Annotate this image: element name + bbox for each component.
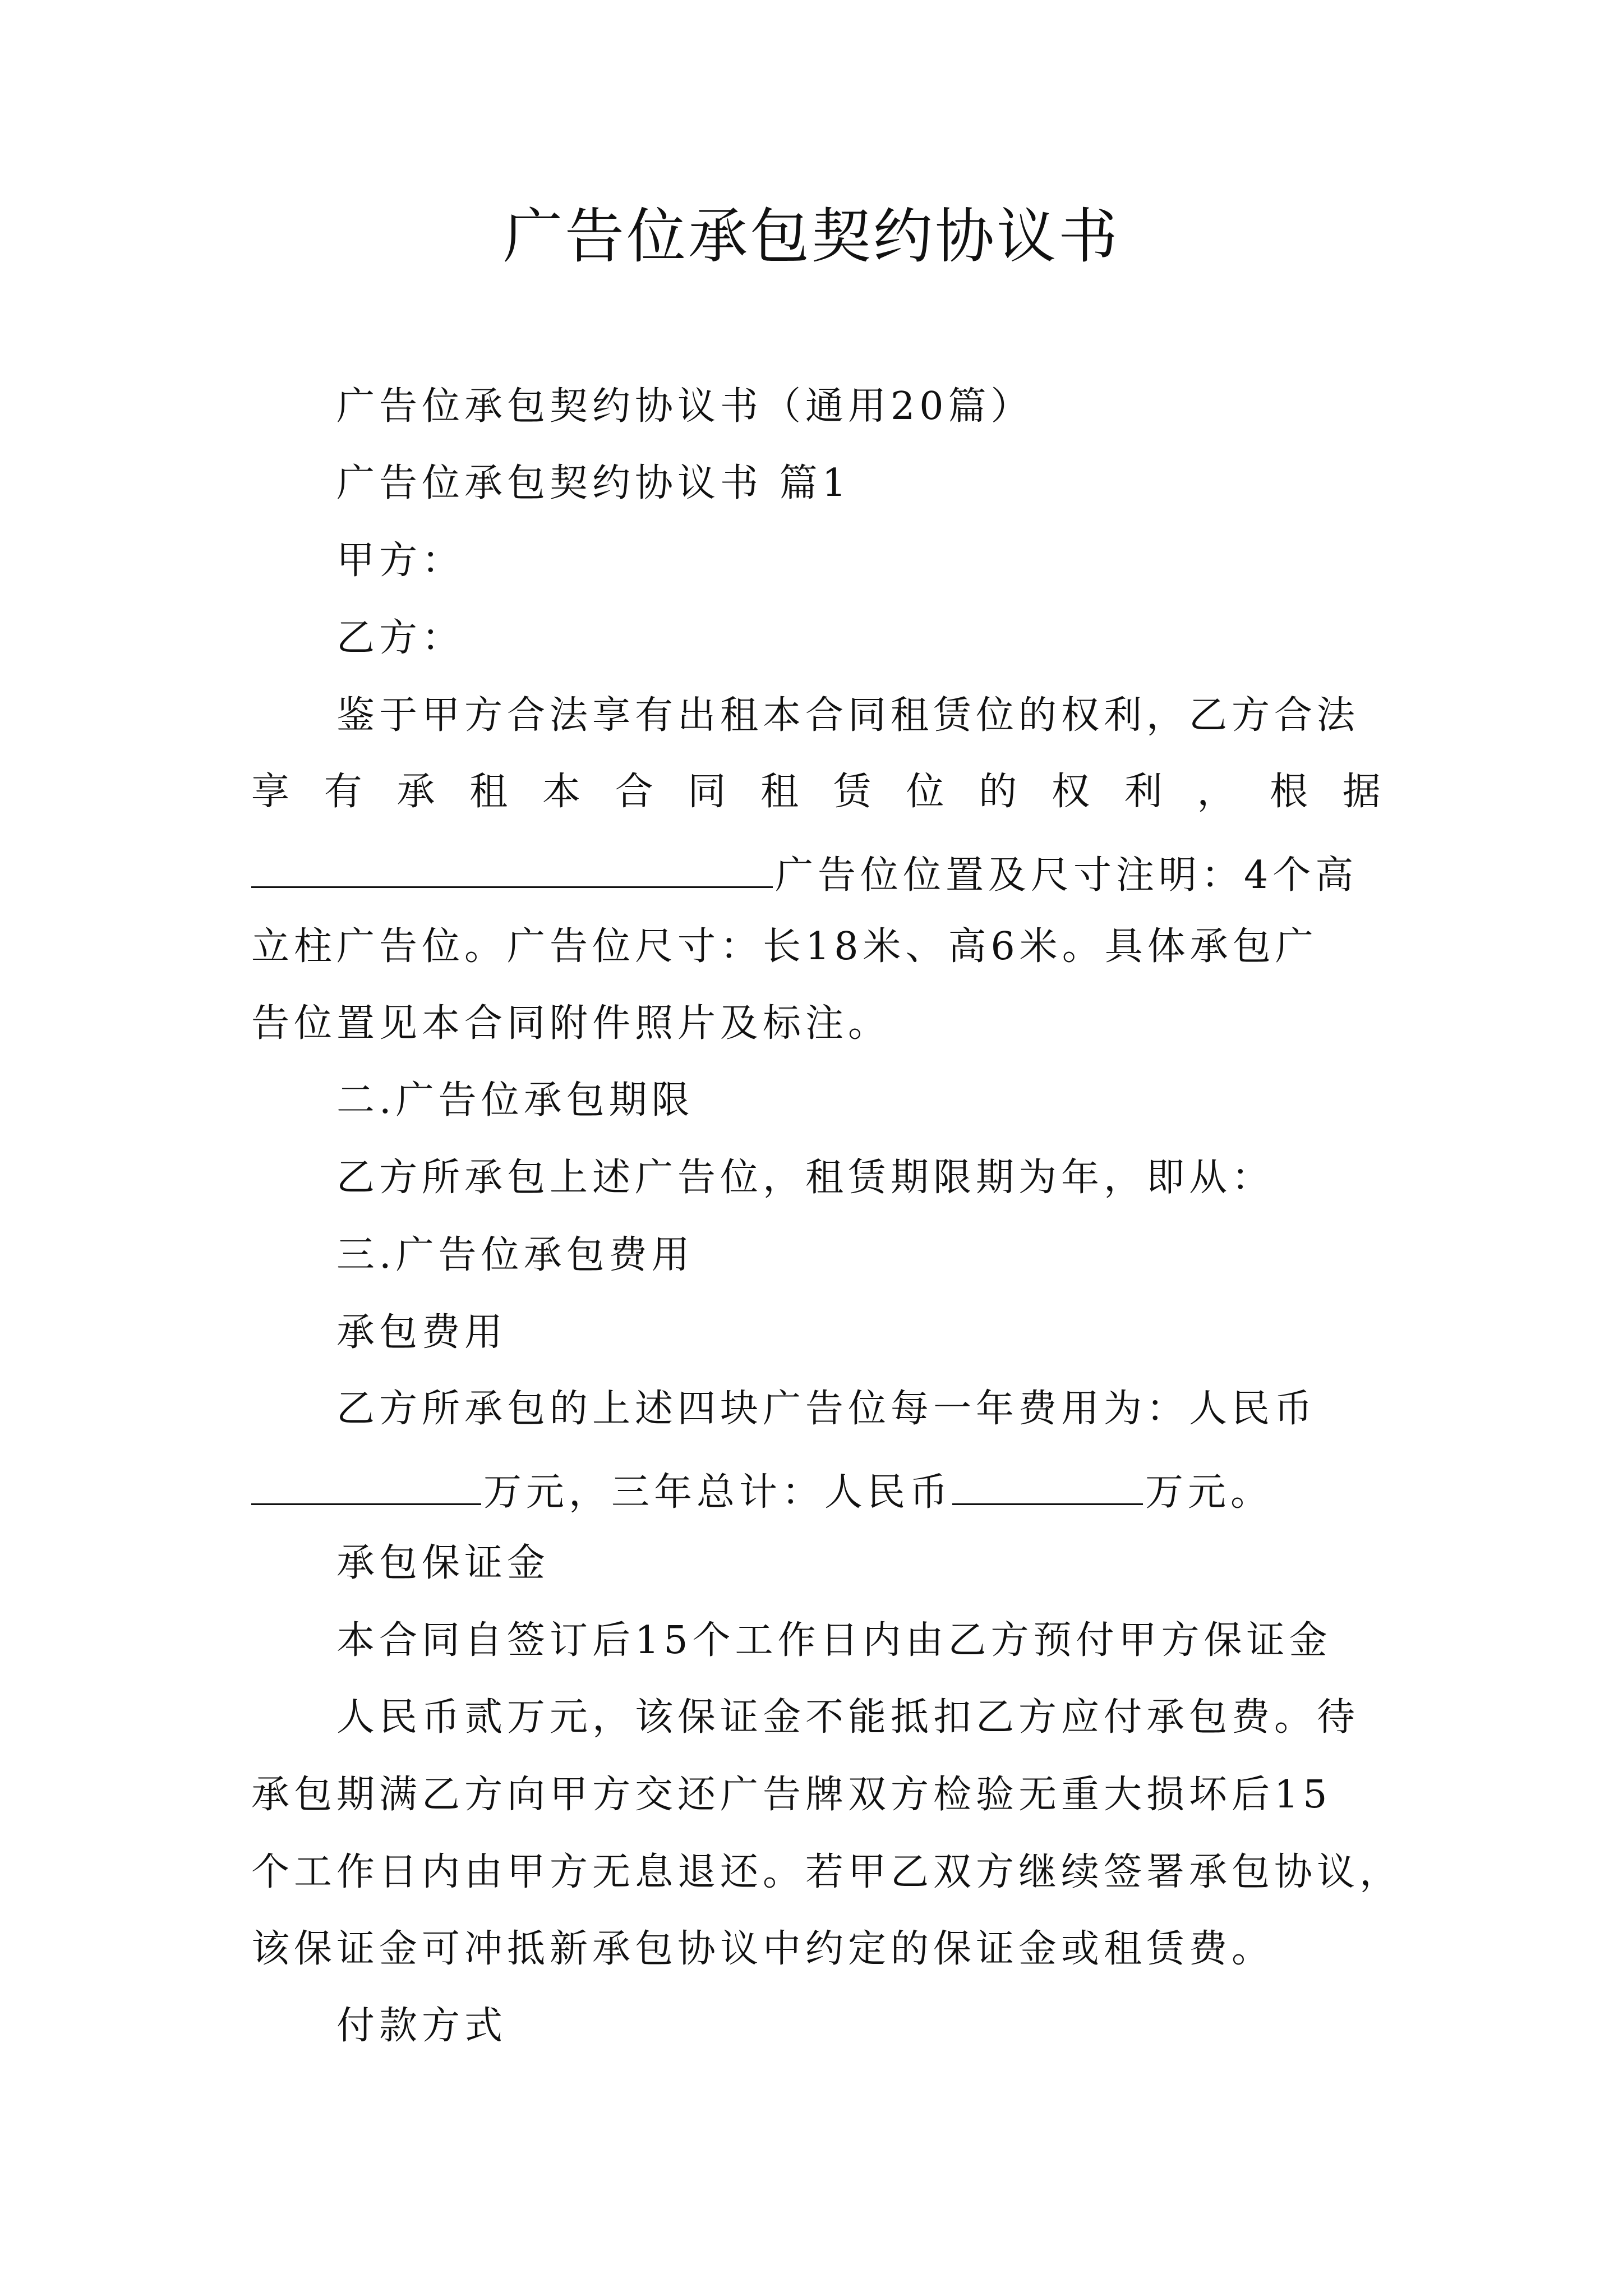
document-subtitle: 广告位承包契约协议书（通用20篇） bbox=[336, 384, 1034, 429]
char: 位 bbox=[906, 770, 949, 814]
fill-in-blank bbox=[251, 1458, 481, 1505]
char: 利 bbox=[1124, 770, 1167, 814]
party-a-label: 甲方： bbox=[336, 539, 465, 583]
paragraph-term: 乙方所承包上述广告位，租赁期限期为年，即从： bbox=[336, 1156, 1275, 1200]
char: 赁 bbox=[833, 770, 876, 814]
char: 根 bbox=[1270, 770, 1313, 814]
paragraph-deposit-line-1: 本合同自签订后15个工作日内由乙方预付甲方保证金 bbox=[336, 1618, 1332, 1663]
section-heading: 广告位承包契约协议书 篇1 bbox=[336, 461, 851, 505]
paragraph-1-line-3-text: 广告位位置及尺寸注明：4个高 bbox=[775, 853, 1358, 898]
fill-in-blank bbox=[952, 1458, 1143, 1505]
paragraph-deposit-line-4: 个工作日内由甲方无息退还。若甲乙双方继续签署承包协议， bbox=[251, 1850, 1403, 1894]
paragraph-1-line-1: 鉴于甲方合法享有出租本合同租赁位的权利，乙方合法 bbox=[336, 693, 1360, 738]
char: 合 bbox=[615, 770, 658, 814]
paragraph-fees-line-2 bbox=[251, 1458, 1385, 1521]
heading-term: 二.广告位承包期限 bbox=[336, 1078, 694, 1122]
subheading-fees: 承包费用 bbox=[336, 1310, 508, 1355]
char: ， bbox=[1197, 770, 1240, 814]
paragraph-1-line-2 bbox=[251, 764, 1385, 820]
paragraph-deposit-line-5: 该保证金可冲抵新承包协议中约定的保证金或租赁费。 bbox=[251, 1927, 1275, 1971]
char: 租 bbox=[469, 770, 513, 814]
paragraph-1-line-3 bbox=[251, 841, 1385, 904]
subheading-deposit: 承包保证金 bbox=[336, 1541, 550, 1585]
paragraph-fees-text-2: 万元。 bbox=[1145, 1470, 1274, 1515]
char: 同 bbox=[688, 770, 731, 814]
char: 的 bbox=[979, 770, 1022, 814]
document-title: 广告位承包契约协议书 bbox=[503, 202, 1120, 271]
paragraph-deposit-line-2: 人民币贰万元，该保证金不能抵扣乙方应付承包费。待 bbox=[336, 1695, 1360, 1740]
subheading-payment: 付款方式 bbox=[336, 2004, 508, 2048]
fill-in-blank bbox=[251, 841, 773, 888]
paragraph-1-line-5: 告位置见本合同附件照片及标注。 bbox=[251, 1001, 891, 1046]
party-b-label: 乙方： bbox=[336, 616, 465, 660]
heading-fees: 三.广告位承包费用 bbox=[336, 1233, 694, 1277]
paragraph-1-line-4: 立柱广告位。广告位尺寸：长18米、高6米。具体承包广 bbox=[251, 924, 1318, 969]
paragraph-fees-line-1: 乙方所承包的上述四块广告位每一年费用为：人民币 bbox=[336, 1387, 1317, 1431]
char: 租 bbox=[760, 770, 804, 814]
char: 据 bbox=[1342, 770, 1385, 814]
char: 有 bbox=[324, 770, 367, 814]
paragraph-fees-text-1: 万元，三年总计：人民币 bbox=[483, 1470, 953, 1515]
char: 权 bbox=[1051, 770, 1094, 814]
paragraph-deposit-line-3: 承包期满乙方向甲方交还广告牌双方检验无重大损坏后15 bbox=[251, 1773, 1332, 1817]
char: 本 bbox=[542, 770, 585, 814]
char: 享 bbox=[251, 770, 294, 814]
char: 承 bbox=[396, 770, 440, 814]
